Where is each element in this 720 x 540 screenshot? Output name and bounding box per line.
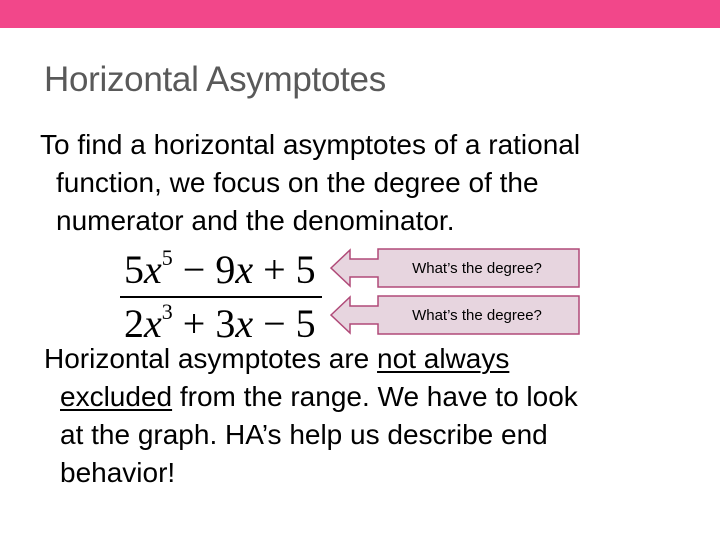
intro-line: numerator and the denominator.: [56, 205, 455, 236]
fraction-numerator: $5x^5 - 9x + 5$: [124, 244, 316, 292]
closing-paragraph: [44, 340, 578, 492]
closing-line: excluded from the range. We have to look: [60, 381, 578, 412]
intro-paragraph: [40, 126, 580, 240]
fraction-denominator: $2x^3 + 3x - 5$: [124, 298, 316, 346]
fraction-bar: [120, 296, 322, 298]
underlined-text: excluded: [60, 381, 173, 412]
top-accent-bar: [0, 0, 720, 28]
denominator-degree-callout: [330, 295, 580, 335]
closing-line: Horizontal asymptotes are not always: [44, 343, 510, 374]
callout-label: What’s the degree?: [412, 259, 542, 277]
closing-line: behavior!: [60, 457, 176, 488]
underlined-text: not always: [377, 343, 510, 374]
intro-line: To find a horizontal asymptotes of a rational: [40, 129, 581, 160]
closing-line: at the graph. HA’s help us describe end: [60, 419, 548, 450]
slide-title: Horizontal Asymptotes: [44, 60, 386, 99]
numerator-degree-callout: [330, 248, 580, 288]
intro-line: function, we focus on the degree of the: [56, 167, 539, 198]
callout-label: What’s the degree?: [412, 306, 542, 324]
